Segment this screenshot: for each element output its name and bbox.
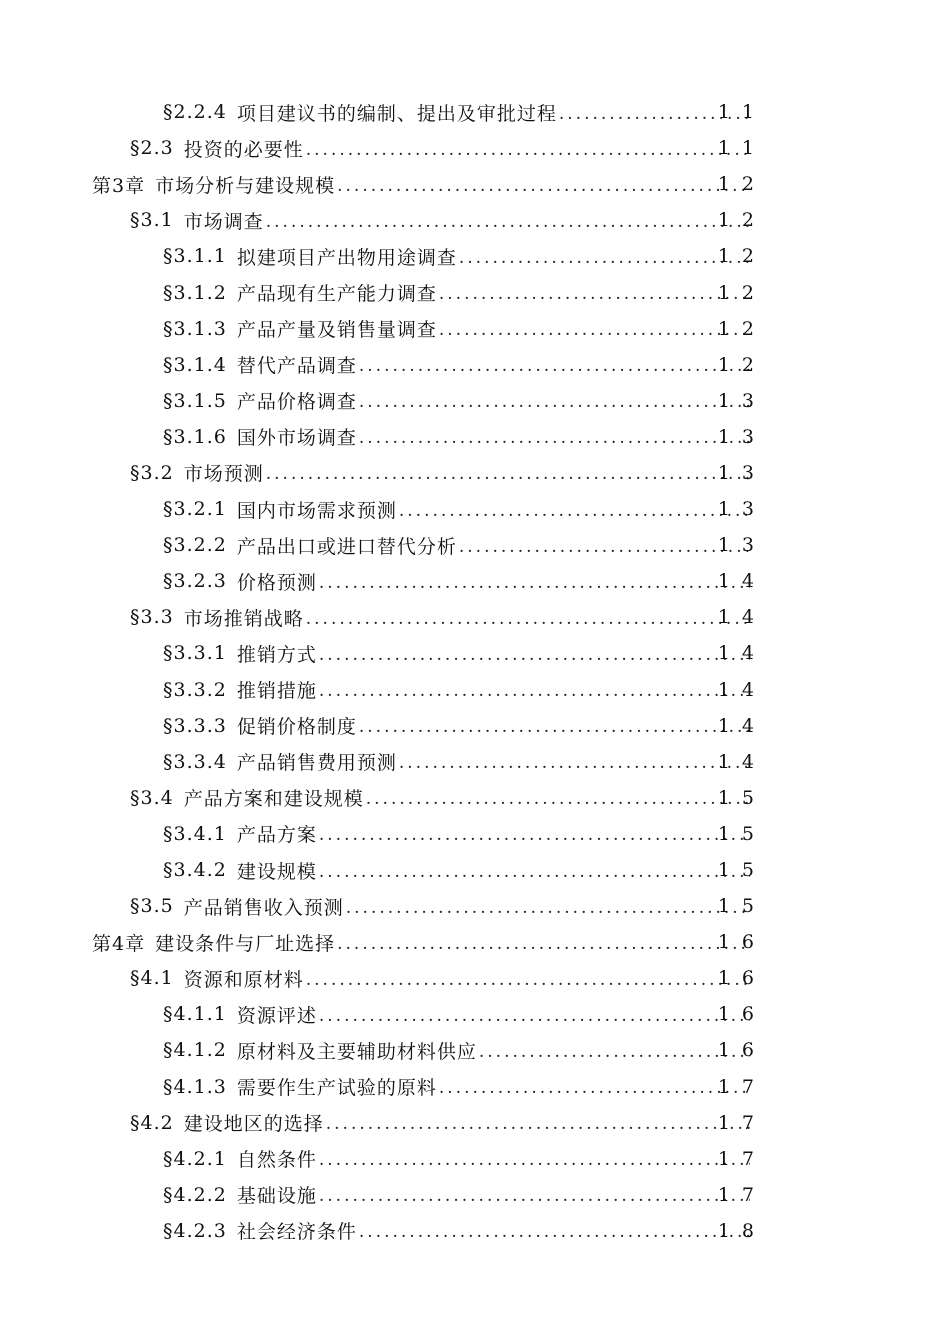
entry-title: 自然条件 [236, 1149, 317, 1172]
entry-title: 投资的必要性 [183, 138, 304, 161]
entry-title: 产品销售收入预测 [183, 896, 344, 919]
page-number: 16 [717, 931, 766, 954]
entry-number: §4.1.1 [163, 1003, 227, 1026]
toc-entry[interactable] [0, 383, 950, 419]
entry-title: 市场预测 [183, 463, 264, 486]
page-number: 15 [717, 822, 766, 845]
dot-leader [366, 791, 750, 808]
entry-title: 推销方式 [236, 643, 317, 666]
entry-number: §3.2.2 [163, 534, 227, 557]
page-number: 13 [717, 389, 766, 412]
dot-leader [399, 503, 750, 520]
dot-leader [359, 358, 750, 375]
dot-leader [359, 394, 750, 411]
entry-title: 产品销售费用预测 [236, 752, 397, 775]
toc-entry[interactable] [0, 1105, 950, 1141]
dot-leader [359, 430, 750, 447]
toc-entry[interactable] [0, 311, 950, 347]
page-number: 17 [717, 1111, 766, 1134]
toc-entry[interactable] [0, 563, 950, 599]
entry-title: 建设规模 [236, 860, 317, 883]
page-number: 15 [717, 895, 766, 918]
entry-number: §3.2 [130, 461, 174, 484]
page-number: 17 [717, 1147, 766, 1170]
toc-entry[interactable] [0, 996, 950, 1032]
entry-title: 建设条件与厂址选择 [155, 932, 336, 955]
entry-title: 产品价格调查 [236, 391, 357, 414]
entry-number: §3.1.5 [163, 389, 227, 412]
entry-title: 项目建议书的编制、提出及审批过程 [236, 102, 557, 125]
page-number: 18 [717, 1219, 766, 1242]
entry-title: 产品方案和建设规模 [183, 788, 364, 811]
page-number: 13 [717, 461, 766, 484]
page-number: 12 [717, 173, 766, 196]
entry-number: §3.4.2 [163, 859, 227, 882]
page-number: 16 [717, 1003, 766, 1026]
table-of-contents [0, 94, 950, 1249]
entry-number: §3.1.1 [163, 245, 227, 268]
entry-number: §2.2.4 [163, 101, 227, 124]
entry-number: §4.2.1 [163, 1147, 227, 1170]
entry-number: §3.1.2 [163, 281, 227, 304]
page-number: 11 [717, 101, 766, 124]
page-number: 13 [717, 425, 766, 448]
dot-leader [306, 142, 750, 159]
page-number: 15 [717, 859, 766, 882]
dot-leader [319, 1152, 750, 1169]
entry-number: §3.4.1 [163, 822, 227, 845]
entry-title: 替代产品调查 [236, 355, 357, 378]
dot-leader [337, 936, 750, 953]
entry-title: 产品方案 [236, 824, 317, 847]
entry-title: 市场推销战略 [183, 607, 304, 630]
dot-leader [326, 1116, 750, 1133]
toc-entry[interactable] [0, 491, 950, 527]
page-number: 14 [717, 678, 766, 701]
dot-leader [306, 611, 750, 628]
toc-entry[interactable] [0, 780, 950, 816]
dot-leader [266, 214, 750, 231]
toc-entry[interactable] [0, 94, 950, 130]
entry-number: §4.2.2 [163, 1183, 227, 1206]
entry-number: §4.1.2 [163, 1039, 227, 1062]
dot-leader [266, 466, 750, 483]
toc-entry[interactable] [0, 708, 950, 744]
entry-title: 拟建项目产出物用途调查 [236, 246, 457, 269]
entry-title: 社会经济条件 [236, 1221, 357, 1244]
dot-leader [359, 719, 750, 736]
page-number: 15 [717, 786, 766, 809]
dot-leader [319, 1188, 750, 1205]
entry-number: 第3章 [92, 174, 146, 197]
entry-number: §3.1.3 [163, 317, 227, 340]
entry-title: 市场调查 [183, 210, 264, 233]
entry-number: §3.4 [130, 786, 174, 809]
dot-leader [319, 1008, 750, 1025]
toc-chapter[interactable] [0, 924, 950, 960]
entry-title: 产品产量及销售量调查 [236, 319, 437, 342]
entry-title: 原材料及主要辅助材料供应 [236, 1040, 477, 1063]
toc-entry[interactable] [0, 130, 950, 166]
dot-leader [359, 1224, 750, 1241]
dot-leader [319, 864, 750, 881]
dot-leader [479, 1044, 750, 1061]
toc-entry[interactable] [0, 347, 950, 383]
toc-entry[interactable] [0, 635, 950, 671]
entry-title: 需要作生产试验的原料 [236, 1077, 437, 1100]
dot-leader [319, 647, 750, 664]
page-number: 14 [717, 606, 766, 629]
toc-entry[interactable] [0, 455, 950, 491]
page-number: 17 [717, 1183, 766, 1206]
page-number: 13 [717, 534, 766, 557]
entry-title: 国内市场需求预测 [236, 499, 397, 522]
entry-number: §3.1.4 [163, 353, 227, 376]
page-number: 14 [717, 642, 766, 665]
dot-leader [459, 539, 750, 556]
page-number: 14 [717, 750, 766, 773]
dot-leader [337, 178, 750, 195]
entry-title: 市场分析与建设规模 [155, 174, 336, 197]
entry-number: §3.3 [130, 606, 174, 629]
toc-entry[interactable] [0, 672, 950, 708]
entry-title: 资源评述 [236, 1004, 317, 1027]
page-number: 13 [717, 498, 766, 521]
toc-entry[interactable] [0, 527, 950, 563]
entry-number: §4.1 [130, 967, 174, 990]
entry-number: §4.2.3 [163, 1219, 227, 1242]
entry-title: 推销措施 [236, 680, 317, 703]
dot-leader [306, 972, 750, 989]
page-number: 16 [717, 967, 766, 990]
page-number: 12 [717, 245, 766, 268]
page-number: 12 [717, 281, 766, 304]
entry-number: §3.3.1 [163, 642, 227, 665]
entry-number: §3.3.3 [163, 714, 227, 737]
dot-leader [319, 827, 750, 844]
entry-number: §4.2 [130, 1111, 174, 1134]
page-number: 17 [717, 1075, 766, 1098]
entry-title: 价格预测 [236, 571, 317, 594]
entry-number: §3.3.4 [163, 750, 227, 773]
toc-entry[interactable] [0, 1141, 950, 1177]
dot-leader [346, 900, 750, 917]
page-number: 12 [717, 353, 766, 376]
entry-title: 促销价格制度 [236, 716, 357, 739]
entry-title: 产品现有生产能力调查 [236, 283, 437, 306]
toc-entry[interactable] [0, 419, 950, 455]
entry-number: 第4章 [92, 932, 146, 955]
toc-entry[interactable] [0, 1213, 950, 1249]
page-number: 14 [717, 570, 766, 593]
dot-leader [459, 250, 750, 267]
toc-chapter[interactable] [0, 166, 950, 202]
entry-number: §3.2.3 [163, 570, 227, 593]
toc-entry[interactable] [0, 274, 950, 310]
entry-number: §3.3.2 [163, 678, 227, 701]
toc-entry[interactable] [0, 238, 950, 274]
page-number: 12 [717, 317, 766, 340]
entry-title: 基础设施 [236, 1185, 317, 1208]
entry-number: §4.1.3 [163, 1075, 227, 1098]
dot-leader [319, 575, 750, 592]
toc-entry[interactable] [0, 960, 950, 996]
entry-number: §3.1.6 [163, 425, 227, 448]
entry-title: 资源和原材料 [183, 968, 304, 991]
entry-number: §2.3 [130, 137, 174, 160]
page-number: 12 [717, 209, 766, 232]
toc-entry[interactable] [0, 744, 950, 780]
entry-title: 产品出口或进口替代分析 [236, 535, 457, 558]
toc-entry[interactable] [0, 599, 950, 635]
entry-title: 国外市场调查 [236, 427, 357, 450]
toc-entry[interactable] [0, 202, 950, 238]
toc-entry[interactable] [0, 1177, 950, 1213]
toc-entry[interactable] [0, 852, 950, 888]
toc-entry[interactable] [0, 1032, 950, 1068]
toc-entry[interactable] [0, 816, 950, 852]
entry-number: §3.5 [130, 895, 174, 918]
entry-title: 建设地区的选择 [183, 1113, 324, 1136]
page-number: 11 [717, 137, 766, 160]
dot-leader [399, 755, 750, 772]
dot-leader [319, 683, 750, 700]
entry-number: §3.2.1 [163, 498, 227, 521]
dot-leader [439, 322, 750, 339]
page-number: 16 [717, 1039, 766, 1062]
toc-entry[interactable] [0, 888, 950, 924]
entry-number: §3.1 [130, 209, 174, 232]
dot-leader [439, 1080, 750, 1097]
toc-entry[interactable] [0, 1069, 950, 1105]
page-number: 14 [717, 714, 766, 737]
dot-leader [439, 286, 750, 303]
